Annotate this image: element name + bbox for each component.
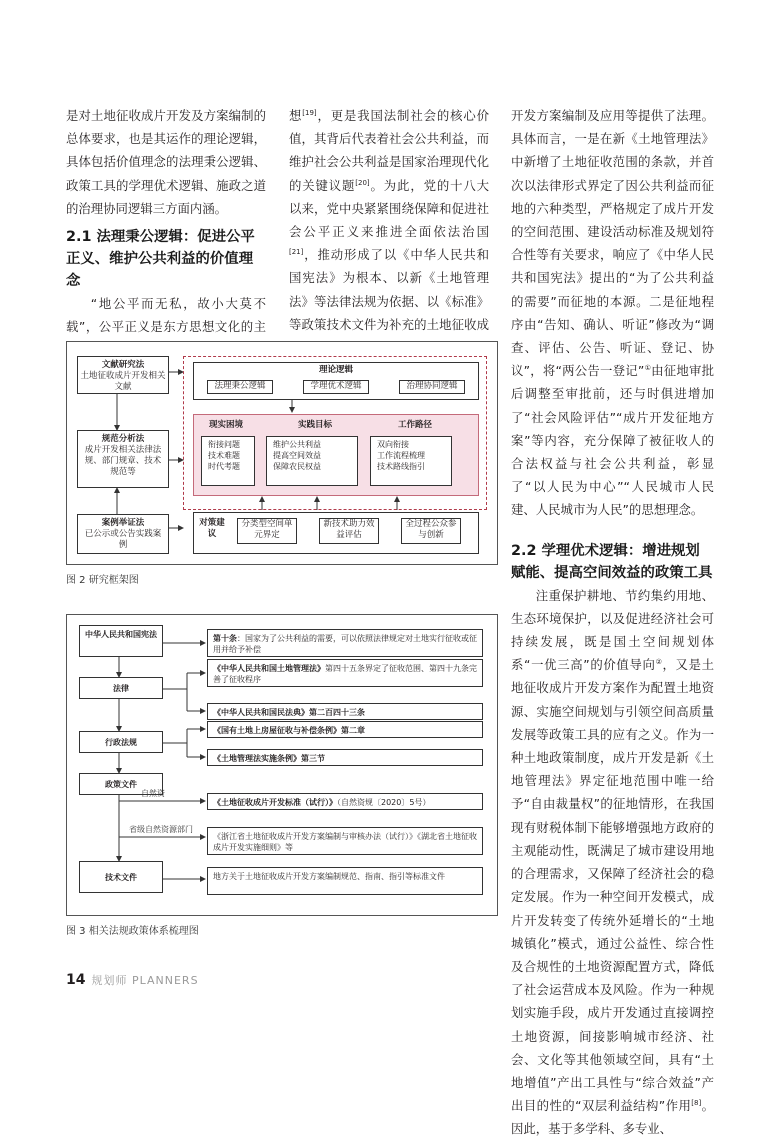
method-box-literature <box>77 356 169 394</box>
text-run: 。因此，基于多学科、多专业、 <box>511 1098 715 1137</box>
column-head: 现实困境 <box>201 420 251 434</box>
text-run: 开发方案编制及应用等提供了法理。具体而言，一是在新《土地管理法》中新增了土地征收范围的条款，并首次以法律形式界定了因公共利益而征地的六种类型，严格规定了成片开发的空间范围、建设活动标准及规划符合性等有关要求，响应了《中华人民共和国宪法》提出的“为了公共利益的需要”而征地的本源。二是征地程序由“告知、确认、听证”修改为“调查、评估、公告、听证、登记、协议”，将“两公告一登记” <box>511 108 714 379</box>
paragraph <box>289 104 489 359</box>
list-item: 双向衔接 <box>377 440 409 449</box>
level-constitution: 中华人民共和国宪法 <box>79 625 163 657</box>
citation-ref: [21] <box>289 248 304 257</box>
goal-list <box>266 436 358 486</box>
text-run: 《土地征收成片开发标准（试行）》 <box>213 798 337 807</box>
law-land-management <box>207 659 483 687</box>
figure-3-caption: 图 3 相关法规政策体系梳理图 <box>66 926 199 937</box>
branch-label-province: 省级自然资源部门 <box>129 825 193 834</box>
text-run: 注重保护耕地、节约集约用地、生态环境保护，以及促进经济社会可持续发展，既是国土空间规划体系“一优三高”的价值导向 <box>511 587 714 673</box>
page-number: 14 <box>66 972 86 988</box>
suggestion-item: 分类型空间单元界定 <box>237 518 297 544</box>
text-run: 第十条 <box>213 634 237 643</box>
figure-3-policy-system <box>66 614 498 916</box>
constitution-article <box>207 629 483 657</box>
list-item: 时代考题 <box>208 462 240 471</box>
text-run: ，又是土地征收成片开发方案作为配置土地资源、实施空间规划与引领空间高质量发展等政策工具的应有之义。作为一种土地政策制度，成片开发是新《土地管理法》界定征地范围中唯一给予“自由裁量权”的征地情形，在我国现有财税体制下能够增强地方政府的主观能动性，既满足了城市建设用地的合理需求，又保障了经济社会的稳定发展。作为一种空间开发模式，成片开发转变了传统外延增长的“土地城镇化”模式，通过公益性、综合性及合规性的土地资源配置方式，降低了社会运营成本及风险。作为一种规划实施手段，成片开发通过直接调控土地资源，间接影响城市经济、社会、文化等其他领域空间，具有“土地增值”产出工具性与“综合效益”产出目的性的“双层利益结构”作用 <box>511 657 715 1114</box>
figure-2-research-framework <box>66 341 498 565</box>
box-title: 理论逻辑 <box>318 365 353 375</box>
list-item: 提高空间效益 <box>273 451 321 460</box>
paragraph <box>511 584 714 1141</box>
box-body: 土地征收成片开发相关文献 <box>80 371 166 392</box>
box-title: 案例举证法 <box>101 518 145 528</box>
citation-ref: [20] <box>355 178 370 187</box>
text-run: （自然资规〔2020〕5号） <box>337 798 431 807</box>
text-column-3 <box>511 104 714 1141</box>
text-run: ：国家为了公共利益的需要，可以依照法律规定对土地实行征收或征用并给予补偿 <box>213 634 477 654</box>
paragraph: “地公平而无私，故小大莫不载”，公平正义是东方思想文化的主 <box>66 296 266 335</box>
list-item: 工作流程梳理 <box>377 451 425 460</box>
branch-label-ministry: 自然资 <box>141 789 165 798</box>
law-civil-code: 《中华人民共和国民法典》第二百四十三条 <box>207 703 483 720</box>
text-run: 。为此，党的十八大以来，党中央紧紧围绕保障和促进社会公平正义来推进全面依法治国 <box>289 177 490 240</box>
level-policy-document: 政策文件 <box>79 773 163 795</box>
text-column-2 <box>289 104 489 359</box>
text-run: ，推动形成了以《中华人民共和国宪法》为根本、以新《土地管理法》等法律法规为依据、以《标准》等政策技术文件为补充的土地征收成 <box>289 247 489 332</box>
suggestions-title: 对策建议 <box>199 518 225 546</box>
section-heading-2-1: 2.1 法理秉公逻辑：促进公平正义、维护公共利益的价值理念 <box>66 229 255 290</box>
theory-item: 法理秉公逻辑 <box>207 380 273 394</box>
regulation-land-implementation: 《土地管理法实施条例》第三节 <box>207 749 483 766</box>
text-run: 第四十五条界定了征收范围、第四十九条完善了征收程序 <box>213 664 477 684</box>
page-footer <box>66 972 199 988</box>
dilemma-list <box>201 436 255 486</box>
provincial-measures: 《浙江省土地征收成片开发方案编制与审核办法（试行）》《湖北省土地征收成片开发实施细则》等 <box>207 827 483 855</box>
list-item: 衔接问题 <box>208 440 240 449</box>
method-box-case <box>77 514 169 554</box>
text-column-1 <box>66 104 266 362</box>
box-body: 成片开发相关法律法规、部门规章、技术规范等 <box>84 445 162 477</box>
box-title: 文献研究法 <box>101 360 145 370</box>
suggestion-item: 全过程公众参与创新 <box>401 518 461 544</box>
text-run: 由征地审批后调整至审批前，还与时俱进增加了“社会风险评估”“成片开发征地方案”等内容，充分保障了被征收人的合法权益与社会公共利益，彰显了“以人民为中心”“人民城市人民建、人民城市为人民”的思想理念。 <box>511 363 714 518</box>
level-law: 法律 <box>79 677 163 699</box>
theory-item: 治理协同逻辑 <box>399 380 465 394</box>
regulation-house-expropriation: 《国有土地上房屋征收与补偿条例》第二章 <box>207 721 483 738</box>
text-run: 《中华人民共和国土地管理法》 <box>213 664 325 673</box>
text-run: ，更是我国法制社会的核心价值，其背后代表着社会公共利益，而维护社会公共利益是国家治理现代化的关键议题 <box>289 108 490 193</box>
list-item: 保障农民权益 <box>273 462 321 471</box>
citation-ref: [19] <box>302 108 317 117</box>
column-head: 工作路径 <box>385 420 445 434</box>
local-technical-standards: 地方关于土地征收成片开发方案编制规范、指南、指引等标准文件 <box>207 867 483 895</box>
paragraph: 是对土地征收成片开发及方案编制的总体要求，也是其运作的理论逻辑，具体包括价值理念的法理秉公逻辑、政策工具的学理优术逻辑、施政之道的治理协同逻辑三方面内涵。 <box>66 108 266 216</box>
paragraph <box>511 104 714 522</box>
column-head: 实践目标 <box>285 420 345 434</box>
list-item: 技术难题 <box>208 451 240 460</box>
level-technical-document: 技术文件 <box>79 861 163 893</box>
figure-2-caption: 图 2 研究框架图 <box>66 575 139 586</box>
journal-name: 规划师 PLANNERS <box>91 974 199 987</box>
list-item: 维护公共利益 <box>273 440 321 449</box>
footnote-ref: ① <box>644 364 652 373</box>
footnote-ref: ② <box>655 658 663 667</box>
method-box-normative <box>77 430 169 488</box>
suggestion-item: 新技术助力效益评估 <box>319 518 379 544</box>
list-item: 技术路线指引 <box>377 462 425 471</box>
box-title: 规范分析法 <box>101 434 145 444</box>
section-heading-2-2: 2.2 学理优术逻辑：增进规划赋能、提高空间效益的政策工具 <box>511 542 713 581</box>
path-list <box>370 436 452 486</box>
citation-ref: [8] <box>691 1099 702 1107</box>
policy-standard <box>207 793 483 810</box>
box-body: 已公示或公告实践案例 <box>84 529 162 550</box>
text-run: 想 <box>289 108 303 123</box>
theory-item: 学理优术逻辑 <box>303 380 369 394</box>
level-admin-regulation: 行政法规 <box>79 731 163 753</box>
